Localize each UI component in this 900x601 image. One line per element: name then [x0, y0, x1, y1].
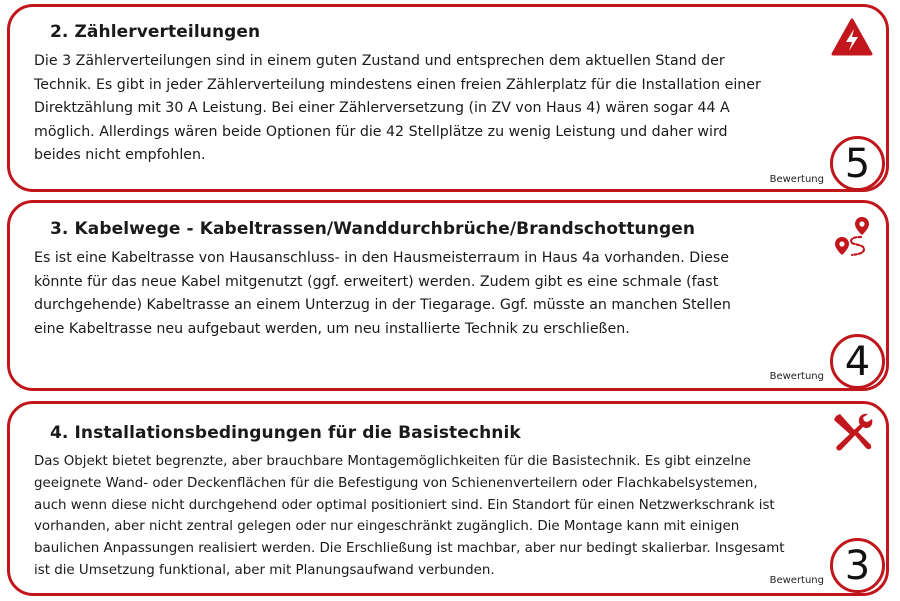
- text-line: könnte für das neue Kabel mitgenutzt (ggf. erweitert) werden. Zudem gibt es eine schmale (fast: [34, 273, 719, 290]
- text-line: geeignete Wand- oder Deckenflächen für die Befestigung von Schienenverteilern oder Flachkabelsystemen,: [34, 475, 758, 491]
- rating-score: 3: [830, 538, 885, 593]
- rating-label: Bewertung: [769, 174, 824, 185]
- section-text: [34, 247, 799, 341]
- tools-icon: [830, 410, 874, 454]
- text-line: durchgehende) Kabeltrasse an einem Unterzug in der Tiegarage. Ggf. müsste an manchen Stellen: [34, 297, 731, 313]
- section-title: 4. Installationsbedingungen für die Basistechnik: [50, 423, 521, 443]
- section-card-kabelwege: [7, 200, 889, 391]
- text-line: Die 3 Zählerverteilungen sind in einem guten Zustand und entsprechen dem aktuellen Stand der: [34, 53, 725, 69]
- text-line: beides nicht empfohlen.: [34, 147, 206, 163]
- text-line: auch wenn diese nicht durchgehend oder optimal positioniert sind. Ein Standort für einen Netzwerkschrank ist: [34, 497, 775, 513]
- text-line: möglich. Allerdings wären beide Optionen für die 42 Stellplätze zu wenig Leistung und daher wird: [34, 123, 728, 140]
- section-card-zaehlerverteilungen: [7, 4, 889, 192]
- text-line: Technik. Es gibt in jeder Zählerverteilung mindestens einen freien Zählerplatz für die Installation einer: [34, 76, 761, 93]
- text-line: Das Objekt bietet begrenzte, aber brauchbare Montagemöglichkeiten für die Basistechnik. Es gibt einzelne: [34, 454, 751, 469]
- text-line: Direktzählung mit 30 A Leistung. Bei einer Zählerversetzung (in ZV von Haus 4) wären sogar 44 A: [34, 100, 730, 116]
- text-line: vorhanden, aber nicht zentral gelegen oder nur eingeschränkt zugänglich. Die Montage kann mit einigen: [34, 519, 740, 535]
- section-text: [34, 451, 799, 582]
- rating-score: 4: [830, 334, 885, 389]
- rating-label: Bewertung: [769, 575, 824, 586]
- rating-label: Bewertung: [769, 371, 824, 382]
- section-text: [34, 50, 799, 168]
- lightning-warning-icon: [830, 16, 874, 60]
- text-line: eine Kabeltrasse neu aufgebaut werden, um neu installierte Technik zu erschließen.: [34, 320, 630, 337]
- section-card-installationsbedingungen: [7, 401, 889, 596]
- section-title: 2. Zählerverteilungen: [50, 22, 261, 42]
- text-line: baulichen Anpassungen realisiert werden. Die Erschließung ist machbar, aber nur bedingt skalierbar. Insgesamt: [34, 541, 785, 557]
- section-title: 3. Kabelwege - Kabeltrassen/Wanddurchbrüche/Brandschottungen: [50, 219, 696, 239]
- text-line: ist die Umsetzung funktional, aber mit Planungsaufwand verbunden.: [34, 562, 495, 578]
- route-pin-icon: [830, 215, 874, 259]
- rating-score: 5: [830, 136, 885, 191]
- text-line: Es ist eine Kabeltrasse von Hausanschluss- in den Hausmeisterraum in Haus 4a vorhanden. Diese: [34, 250, 730, 266]
